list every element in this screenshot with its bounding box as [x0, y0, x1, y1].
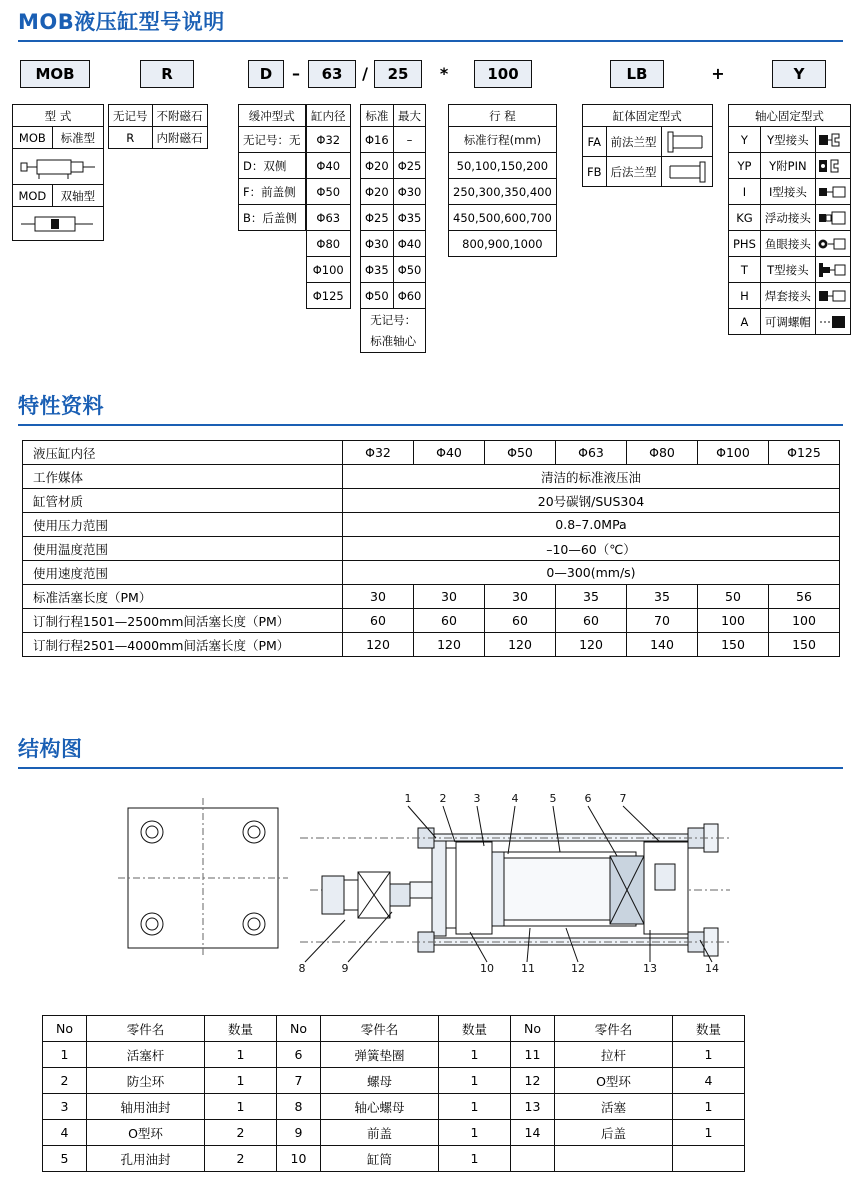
- parts-cell-3-5: 1: [439, 1120, 511, 1146]
- parts-cell-0-2: 1: [205, 1042, 277, 1068]
- parts-cell-3-1: O型环: [87, 1120, 205, 1146]
- parts-cell-0-6: 11: [511, 1042, 555, 1068]
- parts-cell-2-3: 8: [277, 1094, 321, 1120]
- spec-type-code: MOB: [13, 127, 53, 149]
- model-code-segment-stroke: 100: [474, 60, 532, 88]
- spec-rod-std-3: Φ25: [361, 205, 394, 231]
- feature-cell-5-0: 0—300(mm/s): [343, 561, 840, 585]
- spec-stroke-header: 行 程: [449, 105, 557, 127]
- parts-header-3: No: [277, 1016, 321, 1042]
- parts-cell-4-2: 2: [205, 1146, 277, 1172]
- feature-cell-6-6: 56: [769, 585, 840, 609]
- parts-header-2: 数量: [205, 1016, 277, 1042]
- parts-header-0: No: [43, 1016, 87, 1042]
- model-code-segment-magnet: R: [140, 60, 194, 88]
- spec-mount-code-1: FB: [583, 157, 607, 187]
- spec-rod-end-code-3: KG: [729, 205, 761, 231]
- spec-stroke-row-1: 50,100,150,200: [449, 153, 557, 179]
- spec-bore-row-0: Φ32: [307, 127, 351, 153]
- parts-cell-4-6: [511, 1146, 555, 1172]
- model-code-separator-star: *: [439, 64, 449, 83]
- spec-stroke-row-0: 标准行程(mm): [449, 127, 557, 153]
- spec-rod-end-header: 轴心固定型式: [729, 105, 851, 127]
- spec-rod-note-line1: 无记号：: [361, 309, 426, 331]
- spec-bore-header: 缸内径: [307, 105, 351, 127]
- spec-rod-std-1: Φ20: [361, 153, 394, 179]
- feature-cell-7-4: 70: [627, 609, 698, 633]
- parts-cell-1-5: 1: [439, 1068, 511, 1094]
- spec-mount-code-0: FA: [583, 127, 607, 157]
- parts-cell-2-8: 1: [673, 1094, 745, 1120]
- parts-cell-0-3: 6: [277, 1042, 321, 1068]
- feature-title-block: [18, 390, 843, 426]
- table-row: [23, 441, 840, 465]
- spec-table-type: [12, 104, 104, 241]
- table-row: [23, 513, 840, 537]
- feature-cell-8-4: 140: [627, 633, 698, 657]
- table-row: [23, 633, 840, 657]
- feature-cell-0-5: Φ100: [698, 441, 769, 465]
- feature-divider: [18, 424, 843, 426]
- feature-cell-7-6: 100: [769, 609, 840, 633]
- feature-cell-8-0: 120: [343, 633, 414, 657]
- spec-rod-header-max: 最大: [393, 105, 426, 127]
- feature-cell-7-0: 60: [343, 609, 414, 633]
- parts-cell-2-5: 1: [439, 1094, 511, 1120]
- feature-cell-2-0: 20号碳钢/SUS304: [343, 489, 840, 513]
- parts-cell-4-8: [673, 1146, 745, 1172]
- callout-10: 10: [480, 962, 494, 975]
- callout-1: 1: [404, 792, 412, 805]
- spec-type-icon-dual: [13, 207, 104, 241]
- callout-5: 5: [549, 792, 557, 805]
- parts-cell-0-8: 1: [673, 1042, 745, 1068]
- parts-cell-1-2: 1: [205, 1068, 277, 1094]
- spec-rod-max-5: Φ50: [393, 257, 426, 283]
- spec-rod-end-desc-4: 鱼眼接头: [760, 231, 815, 257]
- callout-11: 11: [521, 962, 535, 975]
- table-row: [23, 465, 840, 489]
- page-title: MOB液压缸型号说明: [18, 10, 225, 34]
- callout-4: 4: [511, 792, 519, 805]
- model-code-segment-mount: LB: [610, 60, 664, 88]
- model-code-row: [12, 60, 852, 96]
- parts-cell-4-4: 缸筒: [321, 1146, 439, 1172]
- parts-cell-4-7: [555, 1146, 673, 1172]
- feature-label-3: 使用压力范围: [23, 513, 343, 537]
- model-code-segment-rod-end: Y: [772, 60, 826, 88]
- structure-section-title: 结构图: [18, 737, 83, 761]
- spec-magnet-code: R: [109, 127, 153, 149]
- spec-rod-std-4: Φ30: [361, 231, 394, 257]
- spec-cushion-header: 缓冲型式: [239, 105, 306, 127]
- spec-table-rod: [360, 104, 426, 353]
- spec-table-rod-end: [728, 104, 851, 335]
- y-pin-joint-icon: [815, 153, 850, 179]
- spec-type-code-2: MOD: [13, 185, 53, 207]
- feature-cell-0-2: Φ50: [485, 441, 556, 465]
- spec-rod-max-6: Φ60: [393, 283, 426, 309]
- spec-cushion-row-2: F：前盖侧: [239, 179, 306, 205]
- spec-mount-desc-1: 后法兰型: [606, 157, 661, 187]
- spec-cushion-row-0: 无记号：无: [239, 127, 306, 153]
- spec-cushion-row-3: B：后盖侧: [239, 205, 306, 231]
- feature-label-0: 液压缸内径: [23, 441, 343, 465]
- table-row: [43, 1094, 745, 1120]
- spec-table-magnet: [108, 104, 208, 149]
- y-joint-icon: [815, 127, 850, 153]
- spec-rod-end-desc-1: Y附PIN: [760, 153, 815, 179]
- callout-9: 9: [341, 962, 349, 975]
- feature-cell-6-1: 30: [414, 585, 485, 609]
- spec-type-header: 型 式: [13, 105, 104, 127]
- spec-mount-icon-rear-flange: [661, 157, 712, 187]
- model-code-separator-slash: /: [362, 64, 368, 83]
- parts-cell-1-6: 12: [511, 1068, 555, 1094]
- spec-bore-row-5: Φ100: [307, 257, 351, 283]
- callout-6: 6: [584, 792, 592, 805]
- parts-cell-3-7: 后盖: [555, 1120, 673, 1146]
- parts-cell-1-0: 2: [43, 1068, 87, 1094]
- spec-rod-end-desc-7: 可调螺帽: [760, 309, 815, 335]
- model-code-separator-plus: +: [711, 64, 725, 83]
- feature-cell-6-4: 35: [627, 585, 698, 609]
- table-row: [43, 1042, 745, 1068]
- spec-rod-end-desc-0: Y型接头: [760, 127, 815, 153]
- feature-cell-0-6: Φ125: [769, 441, 840, 465]
- structure-divider: [18, 767, 843, 769]
- table-row: [23, 609, 840, 633]
- feature-cell-7-2: 60: [485, 609, 556, 633]
- feature-label-2: 缸管材质: [23, 489, 343, 513]
- feature-cell-7-5: 100: [698, 609, 769, 633]
- spec-type-desc-2: 双轴型: [52, 185, 103, 207]
- feature-cell-8-1: 120: [414, 633, 485, 657]
- parts-cell-4-3: 10: [277, 1146, 321, 1172]
- parts-cell-3-6: 14: [511, 1120, 555, 1146]
- adjustable-nut-icon: [815, 309, 850, 335]
- spec-table-bore: [306, 104, 351, 309]
- parts-cell-1-8: 4: [673, 1068, 745, 1094]
- feature-cell-6-3: 35: [556, 585, 627, 609]
- model-code-segment-cushion: D: [248, 60, 284, 88]
- feature-cell-0-0: Φ32: [343, 441, 414, 465]
- spec-rod-end-code-2: I: [729, 179, 761, 205]
- floating-joint-icon: [815, 205, 850, 231]
- weld-sleeve-joint-icon: [815, 283, 850, 309]
- parts-cell-4-0: 5: [43, 1146, 87, 1172]
- table-row: [43, 1120, 745, 1146]
- callout-8: 8: [298, 962, 306, 975]
- parts-cell-0-1: 活塞杆: [87, 1042, 205, 1068]
- table-row: [43, 1068, 745, 1094]
- feature-label-8: 订制行程2501—4000mm间活塞长度（PM）: [23, 633, 343, 657]
- spec-rod-std-5: Φ35: [361, 257, 394, 283]
- parts-cell-2-0: 3: [43, 1094, 87, 1120]
- t-joint-icon: [815, 257, 850, 283]
- feature-cell-0-3: Φ63: [556, 441, 627, 465]
- parts-cell-2-2: 1: [205, 1094, 277, 1120]
- spec-cushion-row-1: D：双侧: [239, 153, 306, 179]
- parts-cell-1-3: 7: [277, 1068, 321, 1094]
- parts-header-4: 零件名: [321, 1016, 439, 1042]
- table-row: [23, 537, 840, 561]
- page-title-block: [18, 6, 838, 42]
- spec-type-desc: 标准型: [52, 127, 103, 149]
- parts-cell-1-1: 防尘环: [87, 1068, 205, 1094]
- feature-cell-6-2: 30: [485, 585, 556, 609]
- parts-cell-2-6: 13: [511, 1094, 555, 1120]
- spec-magnet-header-right: 不附磁石: [152, 105, 207, 127]
- feature-cell-0-1: Φ40: [414, 441, 485, 465]
- table-row: [23, 561, 840, 585]
- parts-cell-1-4: 螺母: [321, 1068, 439, 1094]
- parts-cell-3-3: 9: [277, 1120, 321, 1146]
- parts-cell-3-4: 前盖: [321, 1120, 439, 1146]
- spec-rod-end-desc-2: I型接头: [760, 179, 815, 205]
- parts-cell-0-4: 弹簧垫圈: [321, 1042, 439, 1068]
- parts-cell-3-0: 4: [43, 1120, 87, 1146]
- structure-diagram: [0, 780, 863, 1000]
- i-joint-icon: [815, 179, 850, 205]
- callout-3: 3: [473, 792, 481, 805]
- spec-bore-row-6: Φ125: [307, 283, 351, 309]
- parts-cell-0-0: 1: [43, 1042, 87, 1068]
- feature-label-1: 工作媒体: [23, 465, 343, 489]
- spec-rod-header-std: 标准: [361, 105, 394, 127]
- parts-cell-3-8: 1: [673, 1120, 745, 1146]
- parts-cell-0-5: 1: [439, 1042, 511, 1068]
- feature-cell-7-1: 60: [414, 609, 485, 633]
- spec-rod-std-6: Φ50: [361, 283, 394, 309]
- spec-mount-icon-front-flange: [661, 127, 712, 157]
- spec-bore-row-4: Φ80: [307, 231, 351, 257]
- parts-cell-1-7: O型环: [555, 1068, 673, 1094]
- callout-12: 12: [571, 962, 585, 975]
- title-divider: [18, 40, 843, 42]
- parts-cell-2-4: 轴心螺母: [321, 1094, 439, 1120]
- spec-rod-end-code-5: T: [729, 257, 761, 283]
- parts-cell-3-2: 2: [205, 1120, 277, 1146]
- table-row: [23, 489, 840, 513]
- callout-2: 2: [439, 792, 447, 805]
- spec-mount-header: 缸体固定型式: [583, 105, 713, 127]
- rod-eye-joint-icon: [815, 231, 850, 257]
- parts-cell-4-5: 1: [439, 1146, 511, 1172]
- model-code-segment-bore: 63: [308, 60, 356, 88]
- parts-cell-0-7: 拉杆: [555, 1042, 673, 1068]
- spec-bore-row-1: Φ40: [307, 153, 351, 179]
- parts-header-5: 数量: [439, 1016, 511, 1042]
- spec-rod-std-0: Φ16: [361, 127, 394, 153]
- model-code-segment-type: MOB: [20, 60, 90, 88]
- spec-rod-note-line2: 标准轴心: [361, 331, 426, 353]
- feature-cell-1-0: 清洁的标准液压油: [343, 465, 840, 489]
- model-code-separator-dash: –: [292, 64, 300, 83]
- spec-type-icon-standard: [13, 149, 104, 185]
- feature-cell-3-0: 0.8–7.0MPa: [343, 513, 840, 537]
- feature-label-4: 使用温度范围: [23, 537, 343, 561]
- feature-cell-8-2: 120: [485, 633, 556, 657]
- parts-header-7: 零件名: [555, 1016, 673, 1042]
- model-code-segment-rod: 25: [374, 60, 422, 88]
- feature-cell-4-0: –10—60（℃）: [343, 537, 840, 561]
- spec-magnet-header-left: 无记号: [109, 105, 153, 127]
- spec-rod-max-1: Φ25: [393, 153, 426, 179]
- feature-cell-6-0: 30: [343, 585, 414, 609]
- spec-table-stroke: [448, 104, 557, 257]
- table-row: [23, 585, 840, 609]
- spec-stroke-row-2: 250,300,350,400: [449, 179, 557, 205]
- spec-rod-end-code-4: PHS: [729, 231, 761, 257]
- spec-rod-end-desc-5: T型接头: [760, 257, 815, 283]
- spec-rod-max-4: Φ40: [393, 231, 426, 257]
- callout-13: 13: [643, 962, 657, 975]
- callout-7: 7: [619, 792, 627, 805]
- spec-rod-max-3: Φ35: [393, 205, 426, 231]
- spec-rod-max-0: –: [393, 127, 426, 153]
- feature-cell-7-3: 60: [556, 609, 627, 633]
- spec-table-mount: [582, 104, 713, 187]
- spec-stroke-row-4: 800,900,1000: [449, 231, 557, 257]
- feature-label-7: 订制行程1501—2500mm间活塞长度（PM）: [23, 609, 343, 633]
- feature-label-5: 使用速度范围: [23, 561, 343, 585]
- spec-rod-end-desc-3: 浮动接头: [760, 205, 815, 231]
- feature-label-6: 标准活塞长度（PM）: [23, 585, 343, 609]
- feature-cell-6-5: 50: [698, 585, 769, 609]
- spec-stroke-row-3: 450,500,600,700: [449, 205, 557, 231]
- spec-bore-row-3: Φ63: [307, 205, 351, 231]
- parts-list-table: [42, 1015, 745, 1172]
- parts-header-8: 数量: [673, 1016, 745, 1042]
- table-row: [43, 1146, 745, 1172]
- spec-rod-end-desc-6: 焊套接头: [760, 283, 815, 309]
- parts-header-6: No: [511, 1016, 555, 1042]
- spec-rod-std-2: Φ20: [361, 179, 394, 205]
- parts-cell-4-1: 孔用油封: [87, 1146, 205, 1172]
- parts-cell-2-7: 活塞: [555, 1094, 673, 1120]
- callout-14: 14: [705, 962, 719, 975]
- spec-table-cushion: [238, 104, 306, 231]
- spec-magnet-desc: 内附磁石: [152, 127, 207, 149]
- spec-bore-row-2: Φ50: [307, 179, 351, 205]
- feature-cell-8-6: 150: [769, 633, 840, 657]
- spec-rod-end-code-7: A: [729, 309, 761, 335]
- feature-cell-8-3: 120: [556, 633, 627, 657]
- table-header-row: [43, 1016, 745, 1042]
- spec-rod-end-code-1: YP: [729, 153, 761, 179]
- spec-mount-desc-0: 前法兰型: [606, 127, 661, 157]
- spec-rod-end-code-0: Y: [729, 127, 761, 153]
- spec-rod-end-code-6: H: [729, 283, 761, 309]
- feature-table: [22, 440, 840, 657]
- structure-title-block: [18, 733, 843, 769]
- parts-cell-2-1: 轴用油封: [87, 1094, 205, 1120]
- feature-cell-0-4: Φ80: [627, 441, 698, 465]
- spec-rod-max-2: Φ30: [393, 179, 426, 205]
- parts-header-1: 零件名: [87, 1016, 205, 1042]
- feature-cell-8-5: 150: [698, 633, 769, 657]
- feature-section-title: 特性资料: [18, 394, 104, 418]
